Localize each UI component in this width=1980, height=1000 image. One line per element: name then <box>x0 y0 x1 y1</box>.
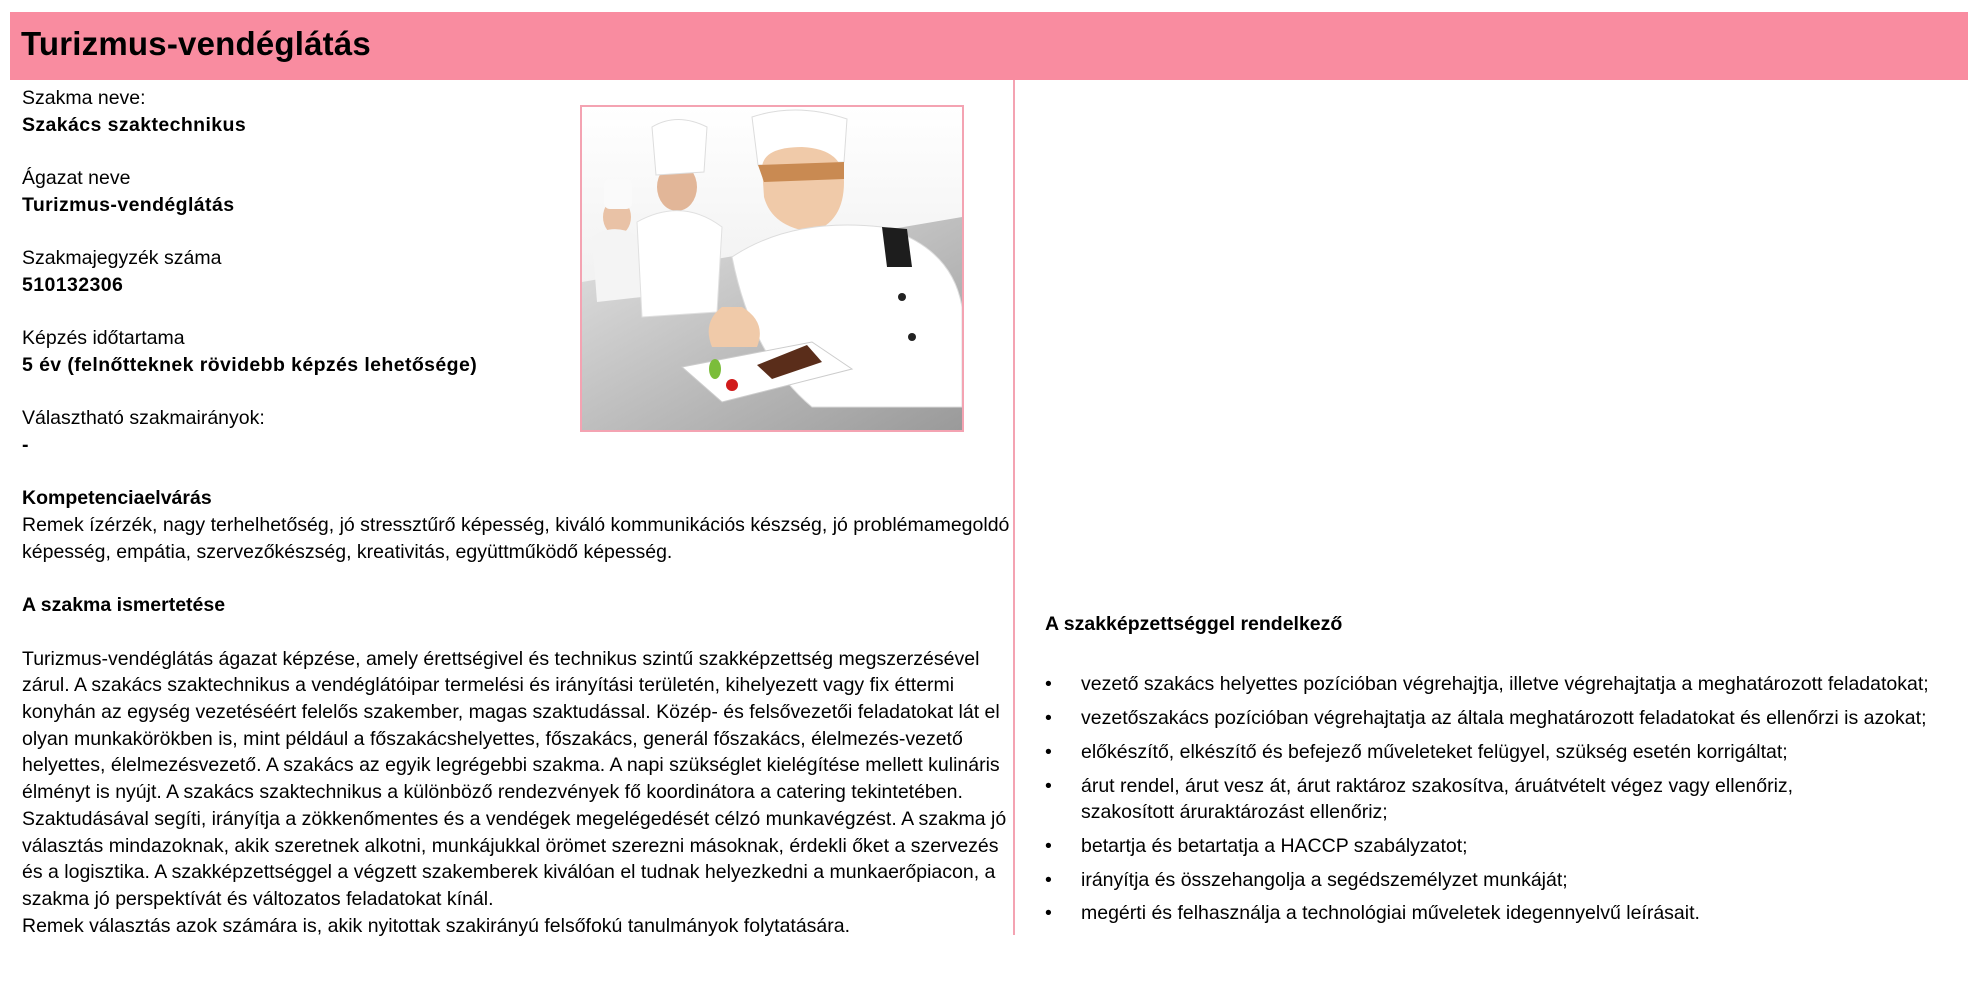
bullet-icon: • <box>1045 834 1052 857</box>
chefs-illustration <box>582 107 962 430</box>
list-item <box>1045 773 1861 826</box>
list-item-text: árut rendel, árut vesz át, árut raktároz szakosítva, áruátvételt végez vagy ellenőriz, szakosított áruraktározást ellenőriz; <box>1081 774 1794 824</box>
list-item <box>1045 833 1965 860</box>
qualified-title: A szakképzettséggel rendelkező <box>1045 613 1343 635</box>
field-value: 510132306 <box>22 273 124 296</box>
page-title: Turizmus-vendéglátás <box>21 25 371 62</box>
field-label: Választható szakmairányok: <box>22 407 265 430</box>
list-item-text: vezetőszakács pozícióban végrehajtatja az általa meghatározott feladatokat és ellenőrzi is azokat; <box>1081 707 1927 730</box>
column-divider <box>1013 80 1015 935</box>
field-value: Szakács szaktechnikus <box>22 113 247 136</box>
chefs-photo <box>580 105 964 432</box>
list-item <box>1045 900 1965 927</box>
bullet-icon: • <box>1045 902 1052 925</box>
bullet-icon: • <box>1045 774 1052 797</box>
bullet-icon: • <box>1045 868 1052 891</box>
field-value: Turizmus-vendéglátás <box>22 193 235 216</box>
list-item-text: irányítja és összehangolja a segédszemélyzet munkáját; <box>1081 868 1568 891</box>
field-label: Ágazat neve <box>22 167 131 190</box>
bullet-icon: • <box>1045 707 1052 730</box>
field-label: Szakmajegyzék száma <box>22 247 222 270</box>
description-text: Turizmus-vendéglátás ágazat képzése, amely érettségivel és technikus szintű szakképzettség megszerzésével zárul. A szakács szaktechnikus a vendéglátóipar termelési és irányítási területén, kihelyezett vagy fix éttermi konyhán az egység vezetéséért felelős szakember, magas szaktudással. Közép- és felsővezetői feladatokat lát el olyan munkakörökben is, mint például a főszakácshelyettes, főszakács, generál főszakács, élelmezés-vezető helyettes, élelmezésvezető. A szakács az egyik legrégebbi szakma. A napi szükséglet kielégítése mellett kulináris élményt is nyújt. A szakács szaktechnikus a különböző rendezvények fő koordinátora a catering tekintetében. Szaktudásával segíti, irányítja a zökkenőmentes és a vendégek megelégedését célzó munkavégzést. A szakma jó választás mindazoknak, akik szeretnek alkotni, munkájukkal örömet szerezni másoknak, érdekli őket a szervezés és a logisztika. A szakképzettséggel a végzett szakemberek kiválóan el tudnak helyezkedni a munkaerőpiacon, a szakma jó perspektívát és változatos feladatokat kínál. <box>22 647 1007 910</box>
list-item-text: betartja és betartatja a HACCP szabályzatot; <box>1081 834 1468 857</box>
qualified-list <box>1045 671 1965 927</box>
list-item-text: előkészítő, elkészítő és befejező műveleteket felügyel, szükség esetén korrigáltat; <box>1081 740 1788 763</box>
list-item-text: vezető szakács helyettes pozícióban végrehajtja, illetve végrehajtatja a meghatározott feladatokat; <box>1081 673 1929 696</box>
description-text-continued: Remek választás azok számára is, akik nyitottak szakirányú felsőfokú tanulmányok folytatására. <box>22 914 851 937</box>
description-title: A szakma ismertetése <box>22 594 226 617</box>
competence-text: Remek ízérzék, nagy terhelhetőség, jó stressztűrő képesség, kiváló kommunikációs készség, jó problémamegoldó képesség, empátia, szervezőkészség, kreativitás, együttműködő képesség. <box>22 514 1010 563</box>
field-label: Képzés időtartama <box>22 327 185 350</box>
field-value: - <box>22 434 29 457</box>
bullet-icon: • <box>1045 673 1052 696</box>
list-item <box>1045 867 1965 894</box>
page-header <box>10 12 1968 80</box>
right-column <box>1045 611 1965 927</box>
bullet-icon: • <box>1045 740 1052 763</box>
field-value: 5 év (felnőtteknek rövidebb képzés lehetősége) <box>22 353 478 376</box>
list-item <box>1045 705 1965 732</box>
competence-title: Kompetenciaelvárás <box>22 487 212 510</box>
list-item <box>1045 739 1965 766</box>
list-item <box>1045 671 1965 698</box>
list-item-text: megérti és felhasználja a technológiai műveletek idegennyelvű leírásait. <box>1081 902 1700 925</box>
field-label: Szakma neve: <box>22 87 146 109</box>
